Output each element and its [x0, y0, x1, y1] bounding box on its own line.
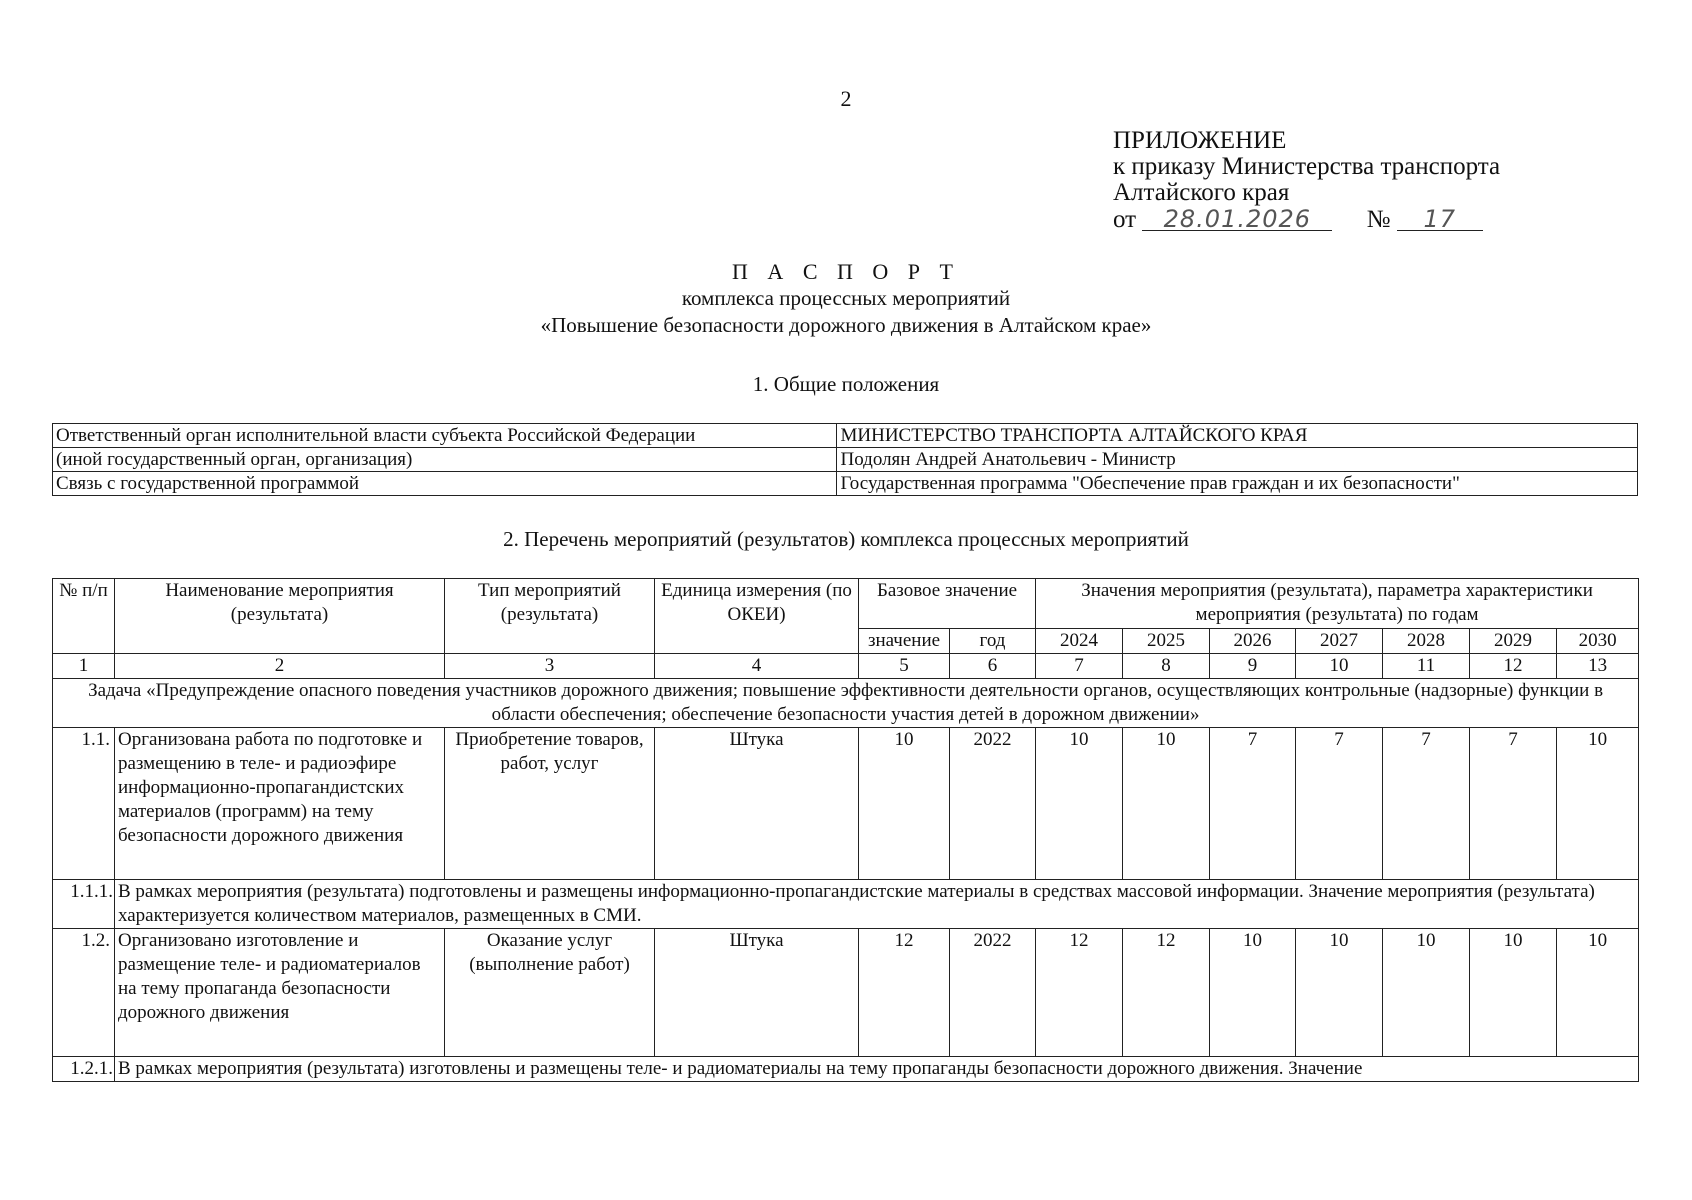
header-base: Базовое значение — [859, 579, 1036, 629]
general-provisions-table — [52, 423, 1638, 496]
row-year-value: 10 — [1296, 929, 1383, 1057]
passport-name: «Повышение безопасности дорожного движения в Алтайском крае» — [540, 313, 1152, 337]
col-number: 7 — [1036, 654, 1123, 679]
col-number: 3 — [445, 654, 655, 679]
header-year: 2028 — [1383, 629, 1470, 654]
col-number: 11 — [1383, 654, 1470, 679]
row-year-value: 10 — [1470, 929, 1557, 1057]
header-year: 2025 — [1123, 629, 1210, 654]
row-type: Приобретение товаров, работ, услуг — [445, 728, 655, 880]
row-type: Оказание услуг (выполнение работ) — [445, 929, 655, 1057]
table-cell: Связь с государственной программой — [53, 472, 837, 496]
col-number: 5 — [859, 654, 950, 679]
row-year-value: 7 — [1296, 728, 1383, 880]
number-value: 17 — [1423, 205, 1456, 233]
date-prefix: от — [1113, 206, 1137, 233]
table-row — [53, 929, 1639, 1057]
appendix-date-line — [1113, 206, 1673, 233]
activities-table — [52, 578, 1639, 1082]
col-number: 8 — [1123, 654, 1210, 679]
header-year: 2026 — [1210, 629, 1296, 654]
row-name: Организовано изготовление и размещение теле- и радиоматериалов на тему пропаганда безопасности дорожного движения — [115, 929, 445, 1057]
col-number: 4 — [655, 654, 859, 679]
header-values: Значения мероприятия (результата), параметра характеристики мероприятия (результата) по годам — [1036, 579, 1639, 629]
row-year-value: 7 — [1210, 728, 1296, 880]
header-row — [53, 579, 1639, 629]
table-row — [53, 424, 1638, 448]
appendix-line-2: Алтайского края — [1113, 179, 1290, 206]
header-base-year: год — [950, 629, 1036, 654]
header-unit: Единица измерения (по ОКЕИ) — [655, 579, 859, 654]
row-year-value: 7 — [1470, 728, 1557, 880]
appendix-line-1: к приказу Министерства транспорта — [1113, 153, 1501, 180]
row-num: 1.1.1. — [53, 880, 115, 929]
row-base-year: 2022 — [950, 728, 1036, 880]
row-description: В рамках мероприятия (результата) подготовлены и размещены информационно-пропагандистские материалы в средствах массовой информации. Значение мероприятия (результата) характеризуется количеством материалов, размещенных в СМИ. — [115, 880, 1639, 929]
section-2-title: 2. Перечень мероприятий (результатов) комплекса процессных мероприятий — [503, 527, 1189, 551]
header-type: Тип мероприятий (результата) — [445, 579, 655, 654]
passport-subtitle: комплекса процессных мероприятий — [681, 286, 1011, 310]
number-prefix: № — [1366, 206, 1391, 233]
row-year-value: 7 — [1383, 728, 1470, 880]
table-cell: МИНИСТЕРСТВО ТРАНСПОРТА АЛТАЙСКОГО КРАЯ — [837, 424, 1638, 448]
col-number: 12 — [1470, 654, 1557, 679]
page-number: 2 — [840, 86, 852, 111]
row-base-value: 12 — [859, 929, 950, 1057]
table-row — [53, 728, 1639, 880]
header-year: 2027 — [1296, 629, 1383, 654]
row-num: 1.2. — [53, 929, 115, 1057]
row-year-value: 10 — [1036, 728, 1123, 880]
row-unit: Штука — [655, 728, 859, 880]
table-row — [53, 472, 1638, 496]
task-text: Задача «Предупреждение опасного поведения участников дорожного движения; повышение эффективности деятельности органов, осуществляющих контрольные (надзорные) функции в области обеспечения; обеспечение безопасности участия детей в дорожном движении» — [53, 679, 1639, 728]
col-number: 2 — [115, 654, 445, 679]
header-num: № п/п — [53, 579, 115, 654]
row-base-value: 10 — [859, 728, 950, 880]
row-base-year: 2022 — [950, 929, 1036, 1057]
row-unit: Штука — [655, 929, 859, 1057]
task-row — [53, 679, 1639, 728]
number-field — [1397, 206, 1483, 231]
col-number: 1 — [53, 654, 115, 679]
passport-title-block — [0, 258, 1692, 339]
row-year-value: 10 — [1557, 728, 1639, 880]
row-num: 1.2.1. — [53, 1057, 115, 1082]
table-cell: Подолян Андрей Анатольевич - Министр — [837, 448, 1638, 472]
table-row — [53, 880, 1639, 929]
row-year-value: 10 — [1383, 929, 1470, 1057]
table-cell: Государственная программа "Обеспечение прав граждан и их безопасности" — [837, 472, 1638, 496]
col-number: 6 — [950, 654, 1036, 679]
row-year-value: 10 — [1210, 929, 1296, 1057]
row-num: 1.1. — [53, 728, 115, 880]
table-cell: Ответственный орган исполнительной власти субъекта Российской Федерации — [53, 424, 837, 448]
date-field — [1142, 206, 1332, 231]
header-year: 2029 — [1470, 629, 1557, 654]
row-description: В рамках мероприятия (результата) изготовлены и размещены теле- и радиоматериалы на тему пропаганды безопасности дорожного движения. Значение — [115, 1057, 1639, 1082]
row-year-value: 12 — [1036, 929, 1123, 1057]
section-1-title: 1. Общие положения — [752, 372, 940, 396]
column-numbers-row — [53, 654, 1639, 679]
table-row — [53, 1057, 1639, 1082]
header-year: 2030 — [1557, 629, 1639, 654]
row-year-value: 10 — [1557, 929, 1639, 1057]
table-cell: (иной государственный орган, организация) — [53, 448, 837, 472]
row-year-value: 12 — [1123, 929, 1210, 1057]
row-name: Организована работа по подготовке и размещению в теле- и радиоэфире информационно-пропагандистских материалов (программ) на тему безопасности дорожного движения — [115, 728, 445, 880]
col-number: 9 — [1210, 654, 1296, 679]
passport-title: П А С П О Р Т — [732, 259, 960, 284]
table-row — [53, 448, 1638, 472]
header-name: Наименование мероприятия (результата) — [115, 579, 445, 654]
appendix-block — [1113, 128, 1673, 233]
col-number: 13 — [1557, 654, 1639, 679]
col-number: 10 — [1296, 654, 1383, 679]
header-year: 2024 — [1036, 629, 1123, 654]
date-value: 28.01.2026 — [1163, 205, 1312, 233]
header-base-value: значение — [859, 629, 950, 654]
appendix-title: ПРИЛОЖЕНИЕ — [1113, 127, 1287, 154]
row-year-value: 10 — [1123, 728, 1210, 880]
